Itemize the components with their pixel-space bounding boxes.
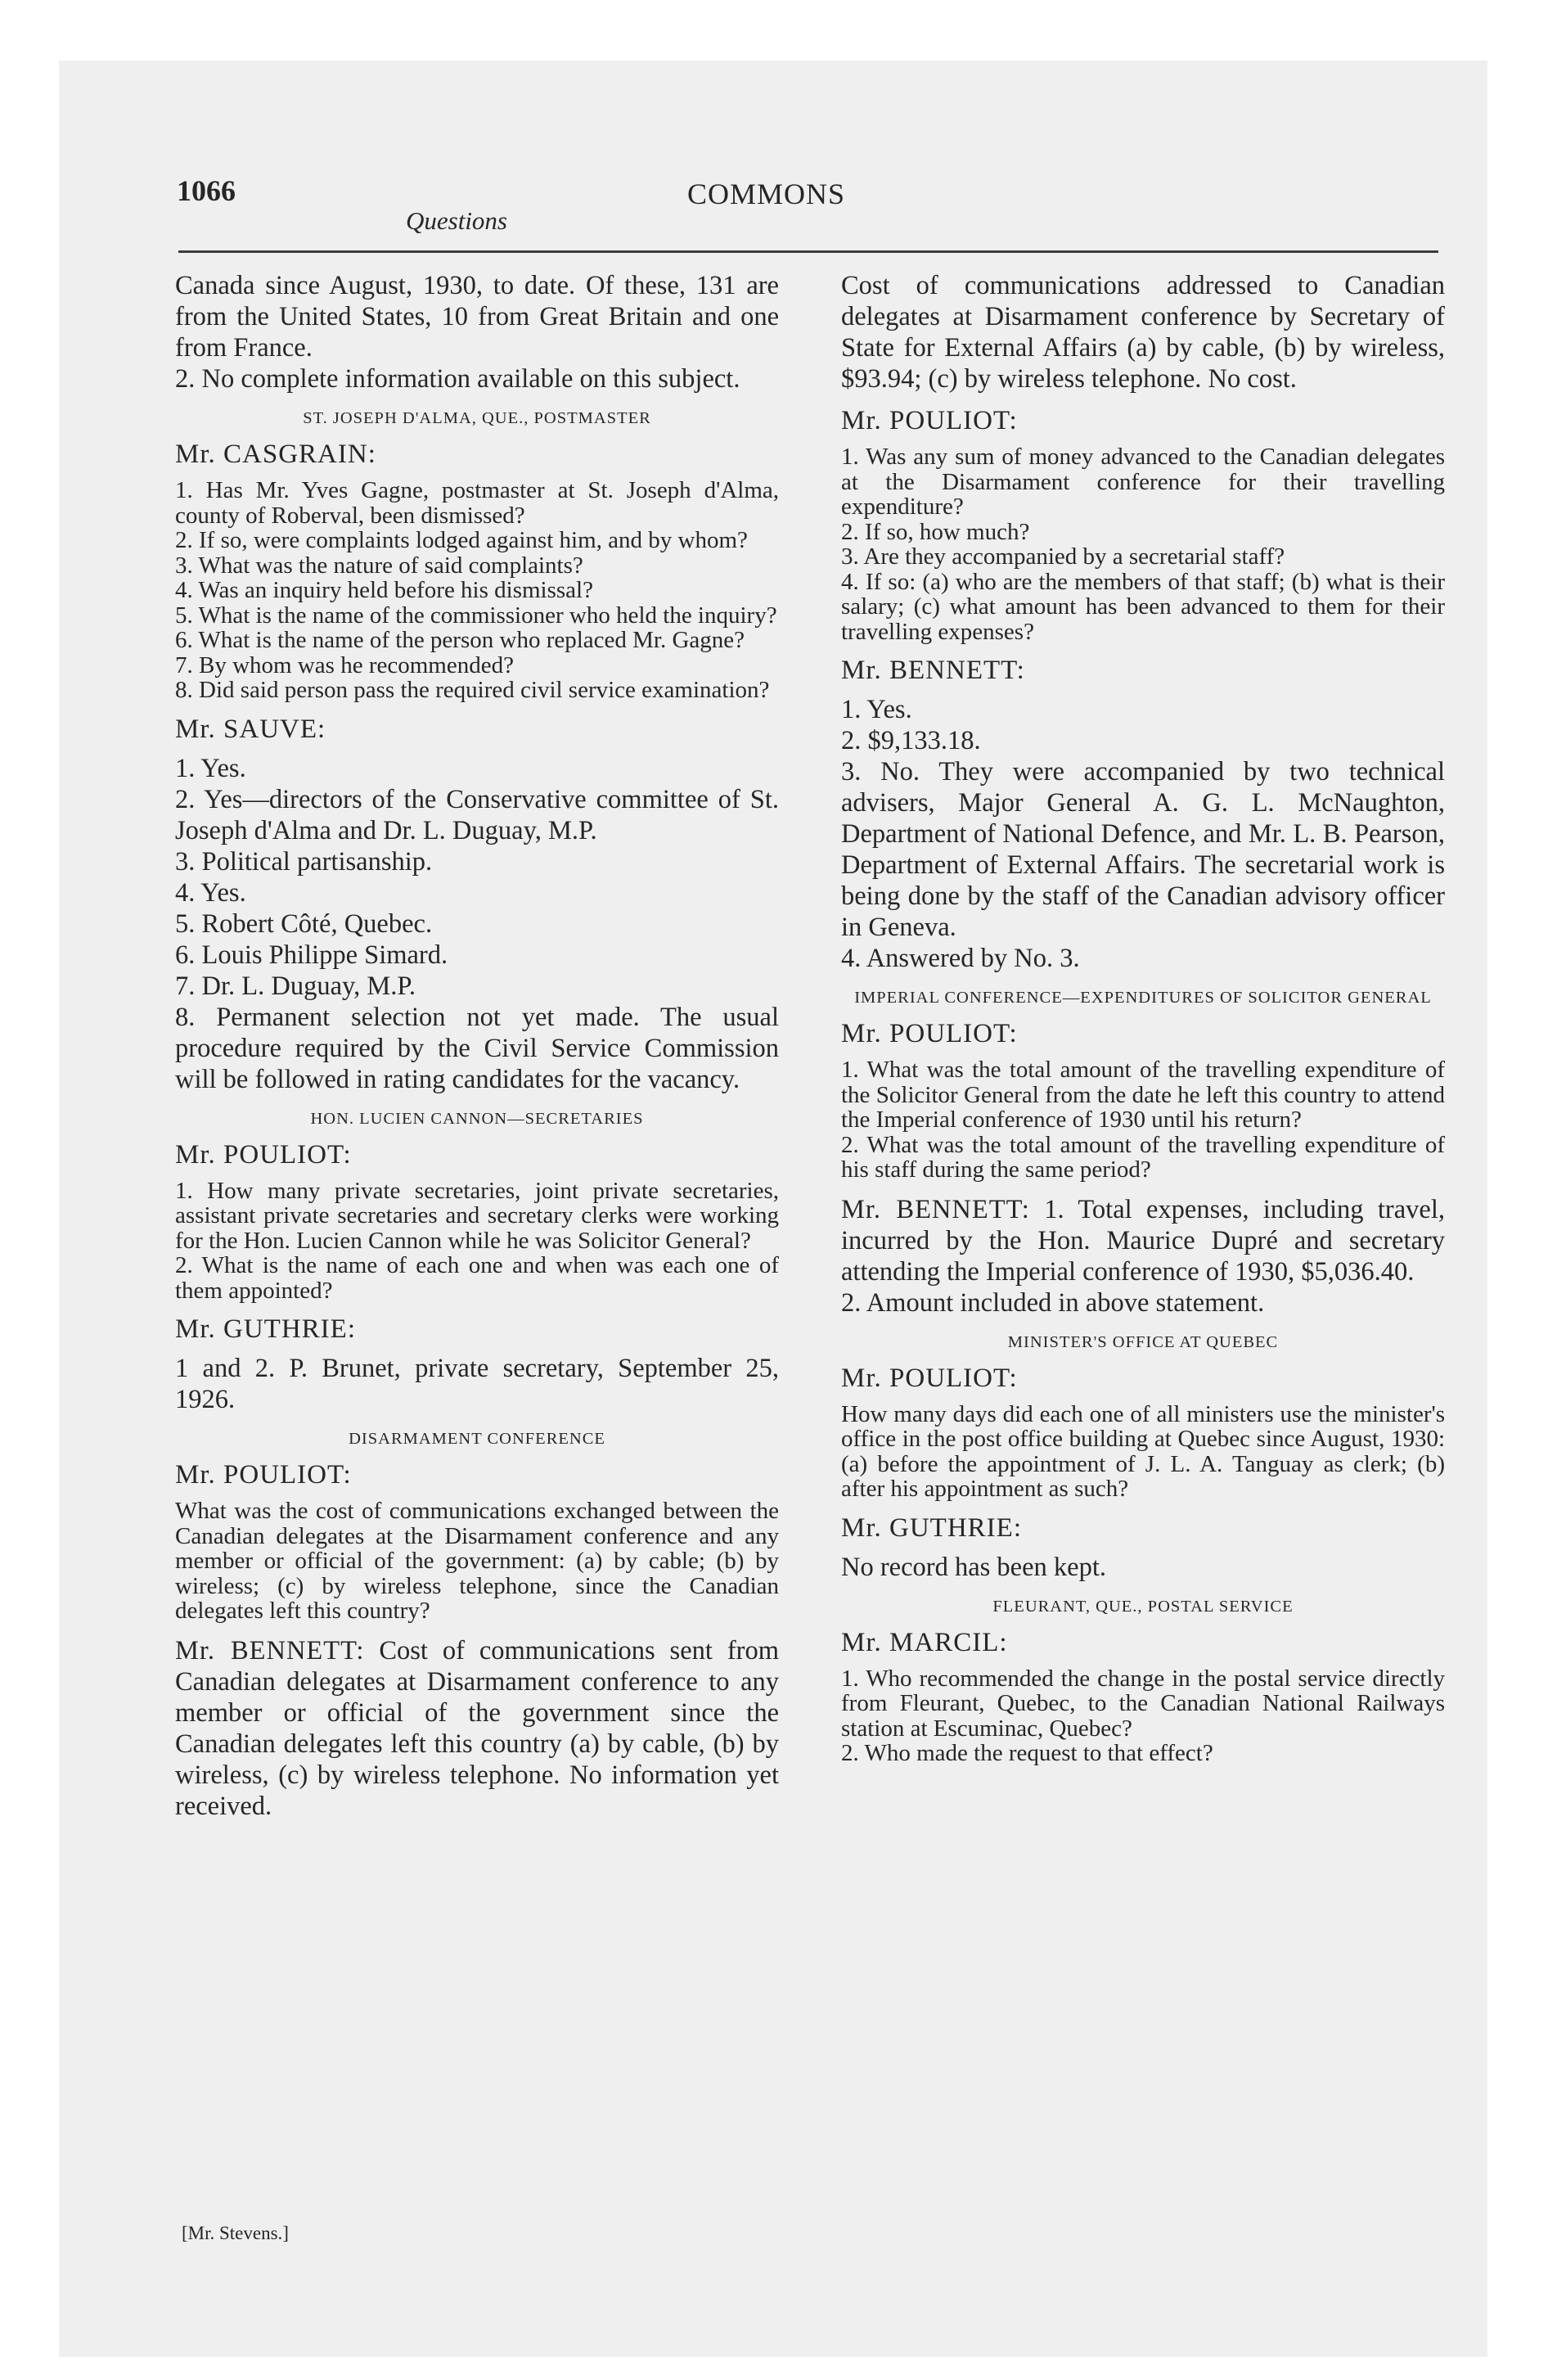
right-column bbox=[841, 270, 1445, 1766]
question-text: 2. If so, were complaints lodged against him, and by whom? bbox=[175, 527, 748, 553]
question-text: 6. What is the name of the person who replaced Mr. Gagne? bbox=[175, 627, 745, 653]
speaker-name: Mr. MARCIL: bbox=[841, 1627, 1008, 1657]
section-label: Questions bbox=[406, 206, 507, 235]
section-heading: MINISTER'S OFFICE AT QUEBEC bbox=[1007, 1332, 1279, 1351]
speaker-name: Mr. POULIOT: bbox=[841, 1019, 1018, 1048]
answer-paragraph: 7. Dr. L. Duguay, M.P. bbox=[175, 971, 416, 1001]
answer-text: 1. Total expenses, including travel, incurred by the Hon. Maurice Dupré and secretary attending the Imperial conference of 1930, $5,036.40. bbox=[841, 1194, 1446, 1287]
question-text: 1. What was the total amount of the travelling expenditure of the Solicitor General from the date he left this country to attend the Imperial conference of 1930 until his return? bbox=[841, 1057, 1445, 1133]
question-text: 2. Who made the request to that effect? bbox=[841, 1740, 1213, 1766]
section-heading: FLEURANT, QUE., POSTAL SERVICE bbox=[992, 1597, 1294, 1616]
question-text: 1. Was any sum of money advanced to the Canadian delegates at the Disarmament conference for their travelling expenditure? bbox=[841, 444, 1445, 520]
running-title: COMMONS bbox=[687, 178, 846, 210]
speaker-name: Mr. POULIOT: bbox=[175, 1460, 352, 1490]
answer-paragraph: 1. Yes. bbox=[841, 695, 912, 724]
question-text: 4. Was an inquiry held before his dismissal? bbox=[175, 577, 593, 603]
answer-text: Cost of communications sent from Canadian delegates at Disarmament conference to any member or official of the government since the Canadian delegates left this country (a) by cable, (b) by wireless, (c) by wireless telephone. No information yet received. bbox=[175, 1635, 779, 1821]
left-column bbox=[175, 270, 779, 1822]
question-text: 2. What is the name of each one and when was each one of them appointed? bbox=[175, 1252, 779, 1304]
page-number: 1066 bbox=[177, 174, 236, 207]
question-text: 1. Has Mr. Yves Gagne, postmaster at St. Joseph d'Alma, county of Roberval, been dismissed? bbox=[175, 477, 779, 529]
answer-paragraph: 8. Permanent selection not yet made. The usual procedure required by the Civil Service Commission will be followed in rating candidates for the vacancy. bbox=[175, 1002, 779, 1094]
speaker-name: Mr. POULIOT: bbox=[841, 1363, 1018, 1393]
header-rule bbox=[178, 250, 1438, 253]
speaker-name: Mr. GUTHRIE: bbox=[175, 1314, 356, 1344]
speaker-name: Mr. POULIOT: bbox=[841, 406, 1018, 435]
question-text: 1. Who recommended the change in the postal service directly from Fleurant, Quebec, to the Canadian National Railways station at Escuminac, Quebec? bbox=[841, 1665, 1445, 1742]
answer-paragraph: 1. Yes. bbox=[175, 753, 246, 783]
question-text: 2. If so, how much? bbox=[841, 518, 1030, 545]
question-text: 8. Did said person pass the required civil service examination? bbox=[175, 677, 770, 703]
answer-paragraph: 5. Robert Côté, Quebec. bbox=[175, 908, 433, 939]
question-text: 2. What was the total amount of the travelling expenditure of his staff during the same period? bbox=[841, 1131, 1445, 1183]
answer-paragraph: 3. No. They were accompanied by two technical advisers, Major General A. G. L. McNaughton, Department of National Defence, and Mr. L. B. Pearson, Department of External Affairs. The secretarial work is being done by the staff of the Canadian advisory officer in Geneva. bbox=[841, 757, 1445, 942]
section-heading: IMPERIAL CONFERENCE—EXPENDITURES OF SOLICITOR GENERAL bbox=[854, 989, 1432, 1007]
speaker-name: Mr. BENNETT: bbox=[841, 656, 1025, 685]
section-heading: DISARMAMENT CONFERENCE bbox=[349, 1430, 605, 1448]
speaker-name: Mr. CASGRAIN: bbox=[175, 439, 376, 469]
section-heading: ST. JOSEPH D'ALMA, QUE., POSTMASTER bbox=[303, 409, 651, 427]
answer-paragraph: 2. No complete information available on this subject. bbox=[175, 364, 740, 394]
answer-paragraph: Canada since August, 1930, to date. Of these, 131 are from the United States, 10 from Great Britain and one from France. bbox=[175, 271, 779, 363]
question-text: 3. What was the nature of said complaints? bbox=[175, 552, 583, 579]
answer-paragraph: 4. Yes. bbox=[175, 877, 246, 908]
question-text: 5. What is the name of the commissioner who held the inquiry? bbox=[175, 602, 777, 629]
footer-speaker-note: [Mr. Stevens.] bbox=[182, 2223, 289, 2243]
speaker-name: Mr. BENNETT: bbox=[841, 1194, 1030, 1224]
section-heading: HON. LUCIEN CANNON—SECRETARIES bbox=[310, 1109, 644, 1128]
question-text: 7. By whom was he recommended? bbox=[175, 651, 514, 678]
speaker-name: Mr. SAUVE: bbox=[175, 714, 326, 744]
answer-paragraph: 6. Louis Philippe Simard. bbox=[175, 940, 448, 970]
speaker-name: Mr. POULIOT: bbox=[175, 1139, 352, 1170]
speaker-name: Mr. GUTHRIE: bbox=[841, 1512, 1022, 1543]
answer-paragraph: 2. $9,133.18. bbox=[841, 726, 981, 755]
speaker-name: Mr. BENNETT: bbox=[175, 1635, 365, 1666]
question-text: 1. How many private secretaries, joint private secretaries, assistant private secretaries and secretary clerks were working for the Hon. Lucien Cannon while he was Solicitor General? bbox=[175, 1177, 779, 1254]
answer-paragraph bbox=[175, 1635, 779, 1822]
question-text: How many days did each one of all ministers use the minister's office in the post office building at Quebec since August, 1930: (a) before the appointment of J. L. A. Tanguay as clerk; (b) after his appointment as such? bbox=[841, 1400, 1445, 1502]
answer-paragraph: 1 and 2. P. Brunet, private secretary, September 25, 1926. bbox=[175, 1354, 779, 1414]
answer-paragraph: 2. Yes—directors of the Conservative committee of St. Joseph d'Alma and Dr. L. Duguay, M.P. bbox=[175, 784, 779, 845]
answer-paragraph: Cost of communications addressed to Canadian delegates at Disarmament conference by Secretary of State for External Affairs (a) by cable, (b) by wireless, $93.94; (c) by wireless telephone. No cost. bbox=[841, 271, 1445, 394]
question-text: 4. If so: (a) who are the members of that staff; (b) what is their salary; (c) what amount has been advanced to them for their travelling expenses? bbox=[841, 568, 1445, 645]
answer-paragraph: No record has been kept. bbox=[841, 1552, 1106, 1582]
question-text: What was the cost of communications exchanged between the Canadian delegates at the Disarmament conference and any member or official of the government: (a) by cable; (b) by wireless; (c) by wireless telephone, since the Canadian delegates left this country? bbox=[175, 1498, 779, 1624]
answer-paragraph: 3. Political partisanship. bbox=[175, 846, 433, 877]
answer-paragraph: 4. Answered by No. 3. bbox=[841, 944, 1080, 973]
question-text: 3. Are they accompanied by a secretarial staff? bbox=[841, 543, 1285, 570]
answer-paragraph: 2. Amount included in above statement. bbox=[841, 1287, 1265, 1318]
answer-paragraph bbox=[841, 1194, 1445, 1287]
